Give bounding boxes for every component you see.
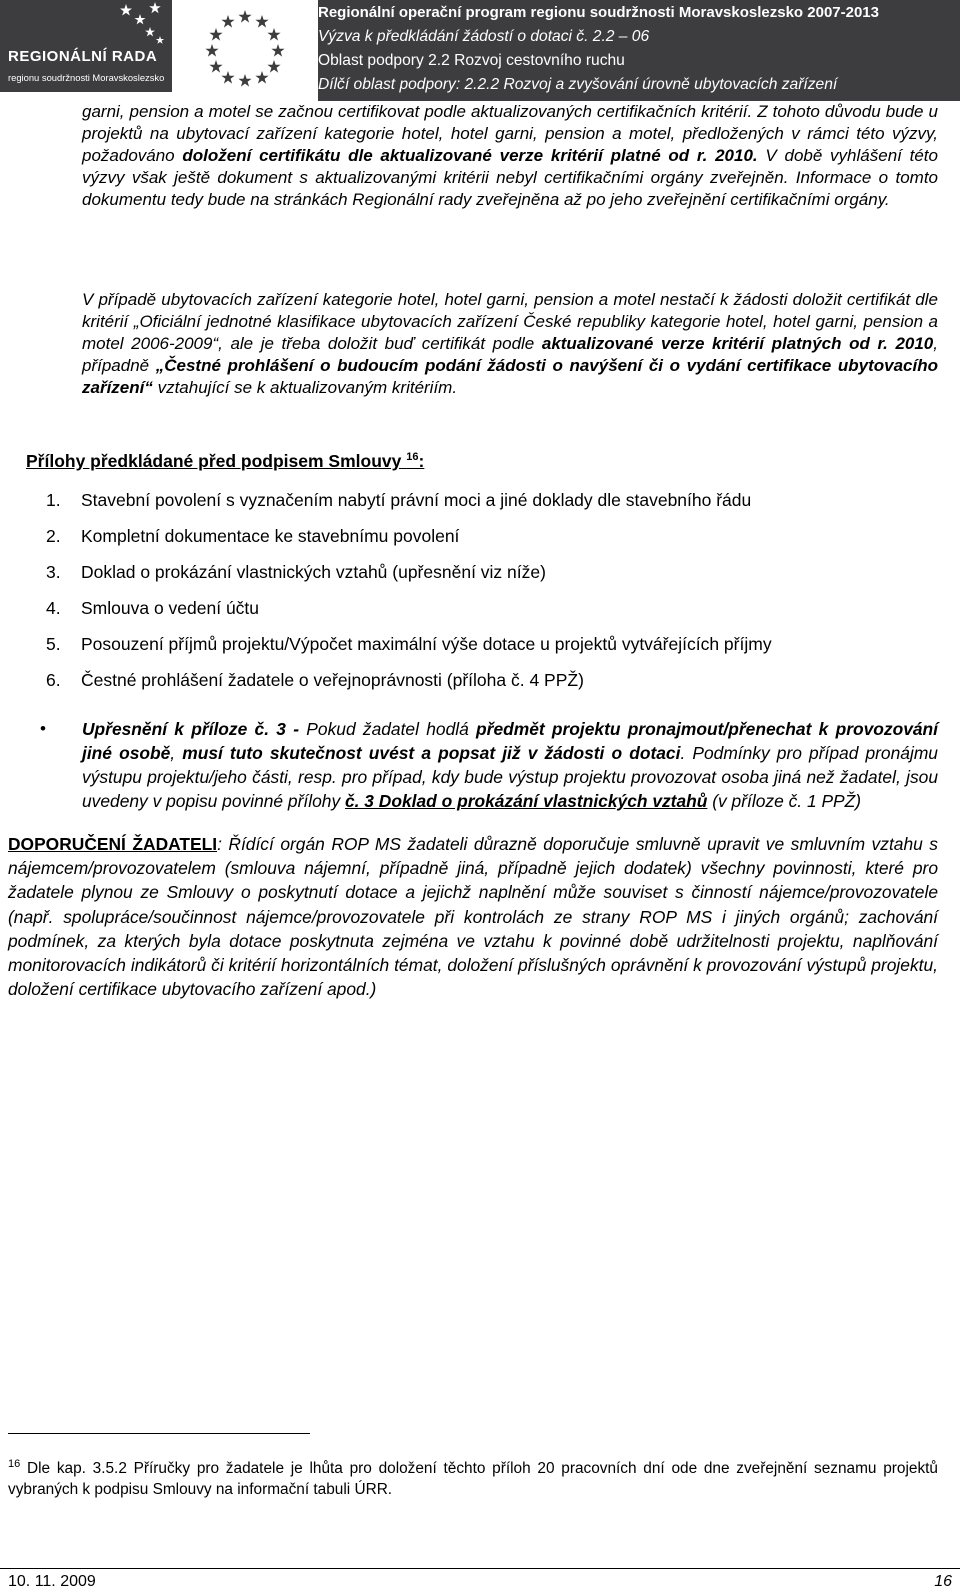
logo-name: REGIONÁLNÍ RADA (8, 48, 158, 65)
para2-bold-2: „Čestné prohlášení o budoucím podání žádosti o navýšení či o vydání certifikace ubytovacího zařízení“ (82, 356, 938, 397)
para2-text-3: vztahující se k aktualizovaným kritériím. (152, 378, 458, 397)
note-text-3: . Podmínky pro případ pronájmu výstupu projektu/jeho části, resp. pro případ, kdy bude výstup projektu provozovat osoba jiná než žadatel, jsou uvedeny v popisu povinné přílohy (82, 743, 938, 811)
note-text-2: , (170, 743, 183, 763)
note-bold-2: předmět projektu pronajmout/přenechat k provozování jiné osobě (82, 719, 938, 763)
list-item-number: 6. (46, 670, 61, 690)
support-area: Oblast podpory 2.2 Rozvoj cestovního ruchu (318, 52, 625, 69)
list-item (46, 524, 926, 560)
page-number: 16 (934, 1573, 952, 1590)
note-bold-4: č. 3 Doklad o prokázání vlastnických vztahů (344, 791, 708, 811)
hotel-certificate-paragraph (82, 289, 938, 399)
intro-text-2: V době vyhlášení této výzvy však ještě dokument s aktualizovanými kritérii nebyl certifikačními orgány zveřejněn. Informace o tomto dokumentu tedy bude na stránkách Regionální rady zveřejněna až po jeho zveřejnění certifikačními orgány. (82, 146, 938, 209)
logo-subtitle: regionu soudržnosti Moravskoslezsko (8, 72, 165, 83)
list-item-number: 5. (46, 634, 61, 654)
attachments-heading (26, 451, 424, 472)
header-program-info (318, 0, 960, 101)
footnote-divider (8, 1433, 310, 1434)
eu-stars-icon (190, 8, 300, 90)
para2-bold-1: aktualizované verze kritérií platných od r. 2010 (541, 334, 934, 353)
note-text-1: Pokud žadatel hodlá (299, 719, 477, 739)
list-item-text: Smlouva o vedení účtu (81, 598, 260, 618)
list-item (46, 560, 926, 596)
program-title: Regionální operační program regionu soudržnosti Moravskoslezsko 2007-2013 (318, 4, 879, 21)
footnote (8, 1454, 938, 1500)
attachment-3-note (82, 717, 938, 813)
call-title: Výzva k předkládání žádostí o dotaci č. 2.2 – 06 (318, 28, 650, 45)
para2-text-1: V případě ubytovacích zařízení kategorie hotel, hotel garni, pension a motel nestačí k žádosti doložit certifikát dle kritérií „Oficiální jednotné klasifikace ubytovacích zařízení České republiky kategorie hotel, hotel garni, pension a motel 2006-2009“, ale je třeba doložit buď certifikát podle (82, 290, 938, 353)
note-text-4: (v příloze č. 1 PPŽ) (707, 791, 862, 811)
sub-support-area: Dílčí oblast podpory: 2.2.2 Rozvoj a zvyšování úrovně ubytovacích zařízení (318, 76, 838, 93)
footnote-number: 16 (8, 1458, 21, 1470)
list-item-number: 3. (46, 562, 61, 582)
note-bold-3: musí tuto skutečnost uvést a popsat již v žádosti o dotaci (182, 743, 681, 763)
recommendation-label: DOPORUČENÍ ŽADATELI (8, 834, 218, 854)
footnote-ref: 16 (406, 451, 419, 464)
footer-divider (0, 1568, 960, 1569)
attachments-heading-text: Přílohy předkládané před podpisem Smlouvy (26, 451, 402, 471)
list-item-text: Čestné prohlášení žadatele o veřejnoprávnosti (příloha č. 4 PPŽ) (81, 670, 584, 690)
list-item-text: Stavební povolení s vyznačením nabytí právní moci a jiné doklady dle stavebního řádu (81, 490, 752, 510)
bullet-icon: • (40, 719, 46, 738)
regional-council-logo (0, 0, 172, 92)
list-item-text: Posouzení příjmů projektu/Výpočet maximální výše dotace u projektů vytvářejících příjmy (81, 634, 772, 654)
intro-bold: doložení certifikátu dle aktualizované verze kritérií platné od r. 2010. (182, 146, 758, 165)
footnote-text: Dle kap. 3.5.2 Příručky pro žadatele je lhůta pro doložení těchto příloh 20 pracovních dní ode dne zveřejnění seznamu projektů vybraných k podpisu Smlouvy na informační tabuli ÚRR. (8, 1460, 938, 1499)
attachments-heading-colon: : (418, 451, 425, 471)
list-item (46, 668, 926, 704)
list-item-text: Doklad o prokázání vlastnických vztahů (upřesnění viz níže) (81, 562, 546, 582)
page-header (0, 0, 960, 101)
list-item (46, 632, 926, 668)
list-item-number: 2. (46, 526, 61, 546)
list-item (46, 488, 926, 524)
list-item-number: 1. (46, 490, 61, 510)
recommendation-paragraph (8, 832, 938, 1001)
para2-text-2: , případně (82, 334, 938, 375)
intro-text-1: garni, pension a motel se začnou certifikovat podle aktualizovaných certifikačních kritérií. Z tohoto důvodu bude u projektů na ubytovací zařízení kategorie hotel, hotel garni, pension a motel, předložených v rámci této výzvy, požadováno (82, 102, 938, 165)
intro-paragraph (82, 101, 938, 211)
logo-stars-icon (0, 0, 172, 50)
list-item (46, 596, 926, 632)
recommendation-text: : Řídící orgán ROP MS žadateli důrazně doporučuje smluvně upravit ve smluvním vztahu s nájemcem/provozovatelem (smlouva nájemní, případně jiná, případně jejich dodatek) všechny povinnosti, které pro žadatele plynou ze Smlouvy o poskytnutí dotace a jejichž naplnění může souviset s činností nájemce/provozovatele (např. spolupráce/součinnost nájemce/provozovatele při kontrolách ze strany ROP MS i jiných orgánů; zachování podmínek, za kterých byla dotace poskytnuta zejména ve vztahu k povinné době udržitelnosti projektu, naplňování monitorovacích indikátorů či kritérií horizontálních témat, doložení příslušných oprávnění k provozování výstupů projektu, doložení certifikace ubytovacího zařízení apod.) (8, 834, 938, 1000)
note-heading: Upřesnění k příloze č. 3 - (82, 719, 300, 739)
list-item-number: 4. (46, 598, 61, 618)
eu-stars-logo (190, 8, 300, 90)
attachments-list (46, 488, 926, 704)
list-item-text: Kompletní dokumentace ke stavebnímu povolení (81, 526, 460, 546)
footer-date: 10. 11. 2009 (8, 1573, 96, 1590)
